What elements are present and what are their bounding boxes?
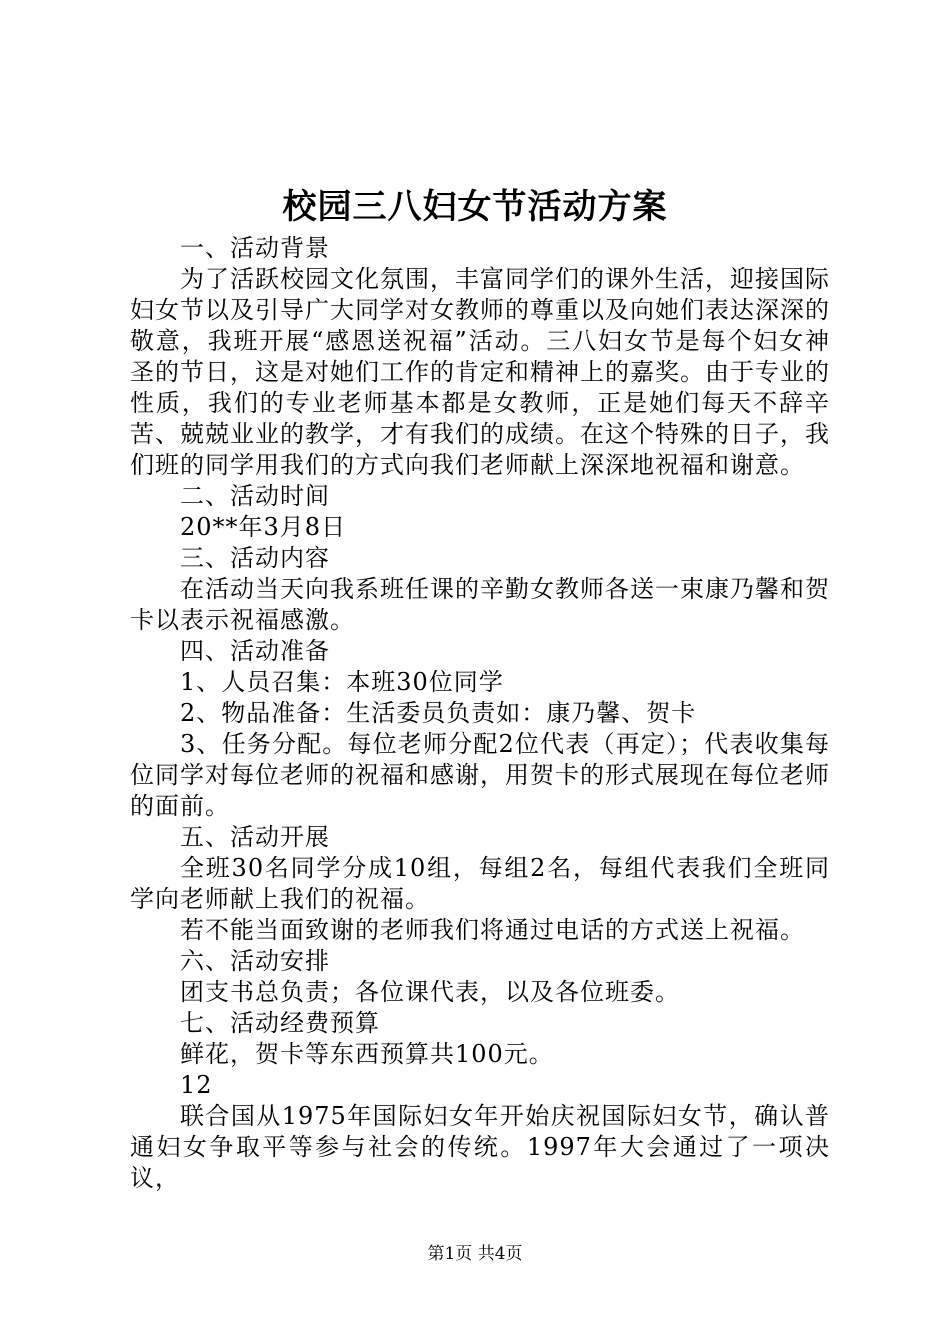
paragraph: 若不能当面致谢的老师我们将通过电话的方式送上祝福。 xyxy=(180,916,805,944)
page-number-footer: 第1页 共4页 xyxy=(427,1244,523,1264)
paragraph: 20**年3月8日 xyxy=(180,513,347,541)
section-heading: 六、活动安排 xyxy=(180,947,330,975)
section-heading: 一、活动背景 xyxy=(180,234,330,262)
section-heading: 五、活动开展 xyxy=(180,823,330,851)
paragraph: 在活动当天向我系班任课的辛勤女教师各送一束康乃馨和贺卡以表示祝福感激。 xyxy=(130,575,830,634)
paragraph: 鲜花，贺卡等东西预算共100元。 xyxy=(180,1040,554,1068)
paragraph: 12 xyxy=(180,1071,213,1099)
section-heading: 二、活动时间 xyxy=(180,482,330,510)
section-heading: 七、活动经费预算 xyxy=(180,1009,380,1037)
paragraph: 联合国从1975年国际妇女年开始庆祝国际妇女节，确认普通妇女争取平等参与社会的传统。1997年大会通过了一项决议， xyxy=(130,1102,830,1192)
list-item: 2、物品准备：生活委员负责如：康乃馨、贺卡 xyxy=(180,699,697,727)
section-heading: 三、活动内容 xyxy=(180,544,330,572)
paragraph: 团支书总负责；各位课代表，以及各位班委。 xyxy=(180,978,680,1006)
list-item: 3、任务分配。每位老师分配2位代表（再定）；代表收集每位同学对每位老师的祝福和感谢，用贺卡的形式展现在每位老师的面前。 xyxy=(130,730,830,820)
paragraph: 为了活跃校园文化氛围，丰富同学们的课外生活，迎接国际妇女节以及引导广大同学对女教师的尊重以及向她们表达深深的敬意，我班开展“感恩送祝福”活动。三八妇女节是每个妇女神圣的节日，这是对她们工作的肯定和精神上的嘉奖。由于专业的性质，我们的专业老师基本都是女教师，正是她们每天不辞辛苦、兢兢业业的教学，才有我们的成绩。在这个特殊的日子，我们班的同学用我们的方式向我们老师献上深深地祝福和谢意。 xyxy=(130,265,830,479)
section-heading: 四、活动准备 xyxy=(180,637,330,665)
document-title: 校园三八妇女节活动方案 xyxy=(282,187,668,227)
list-item: 1、人员召集：本班30位同学 xyxy=(180,668,504,696)
document-body xyxy=(130,233,830,1194)
paragraph: 全班30名同学分成10组，每组2名，每组代表我们全班同学向老师献上我们的祝福。 xyxy=(130,854,830,913)
